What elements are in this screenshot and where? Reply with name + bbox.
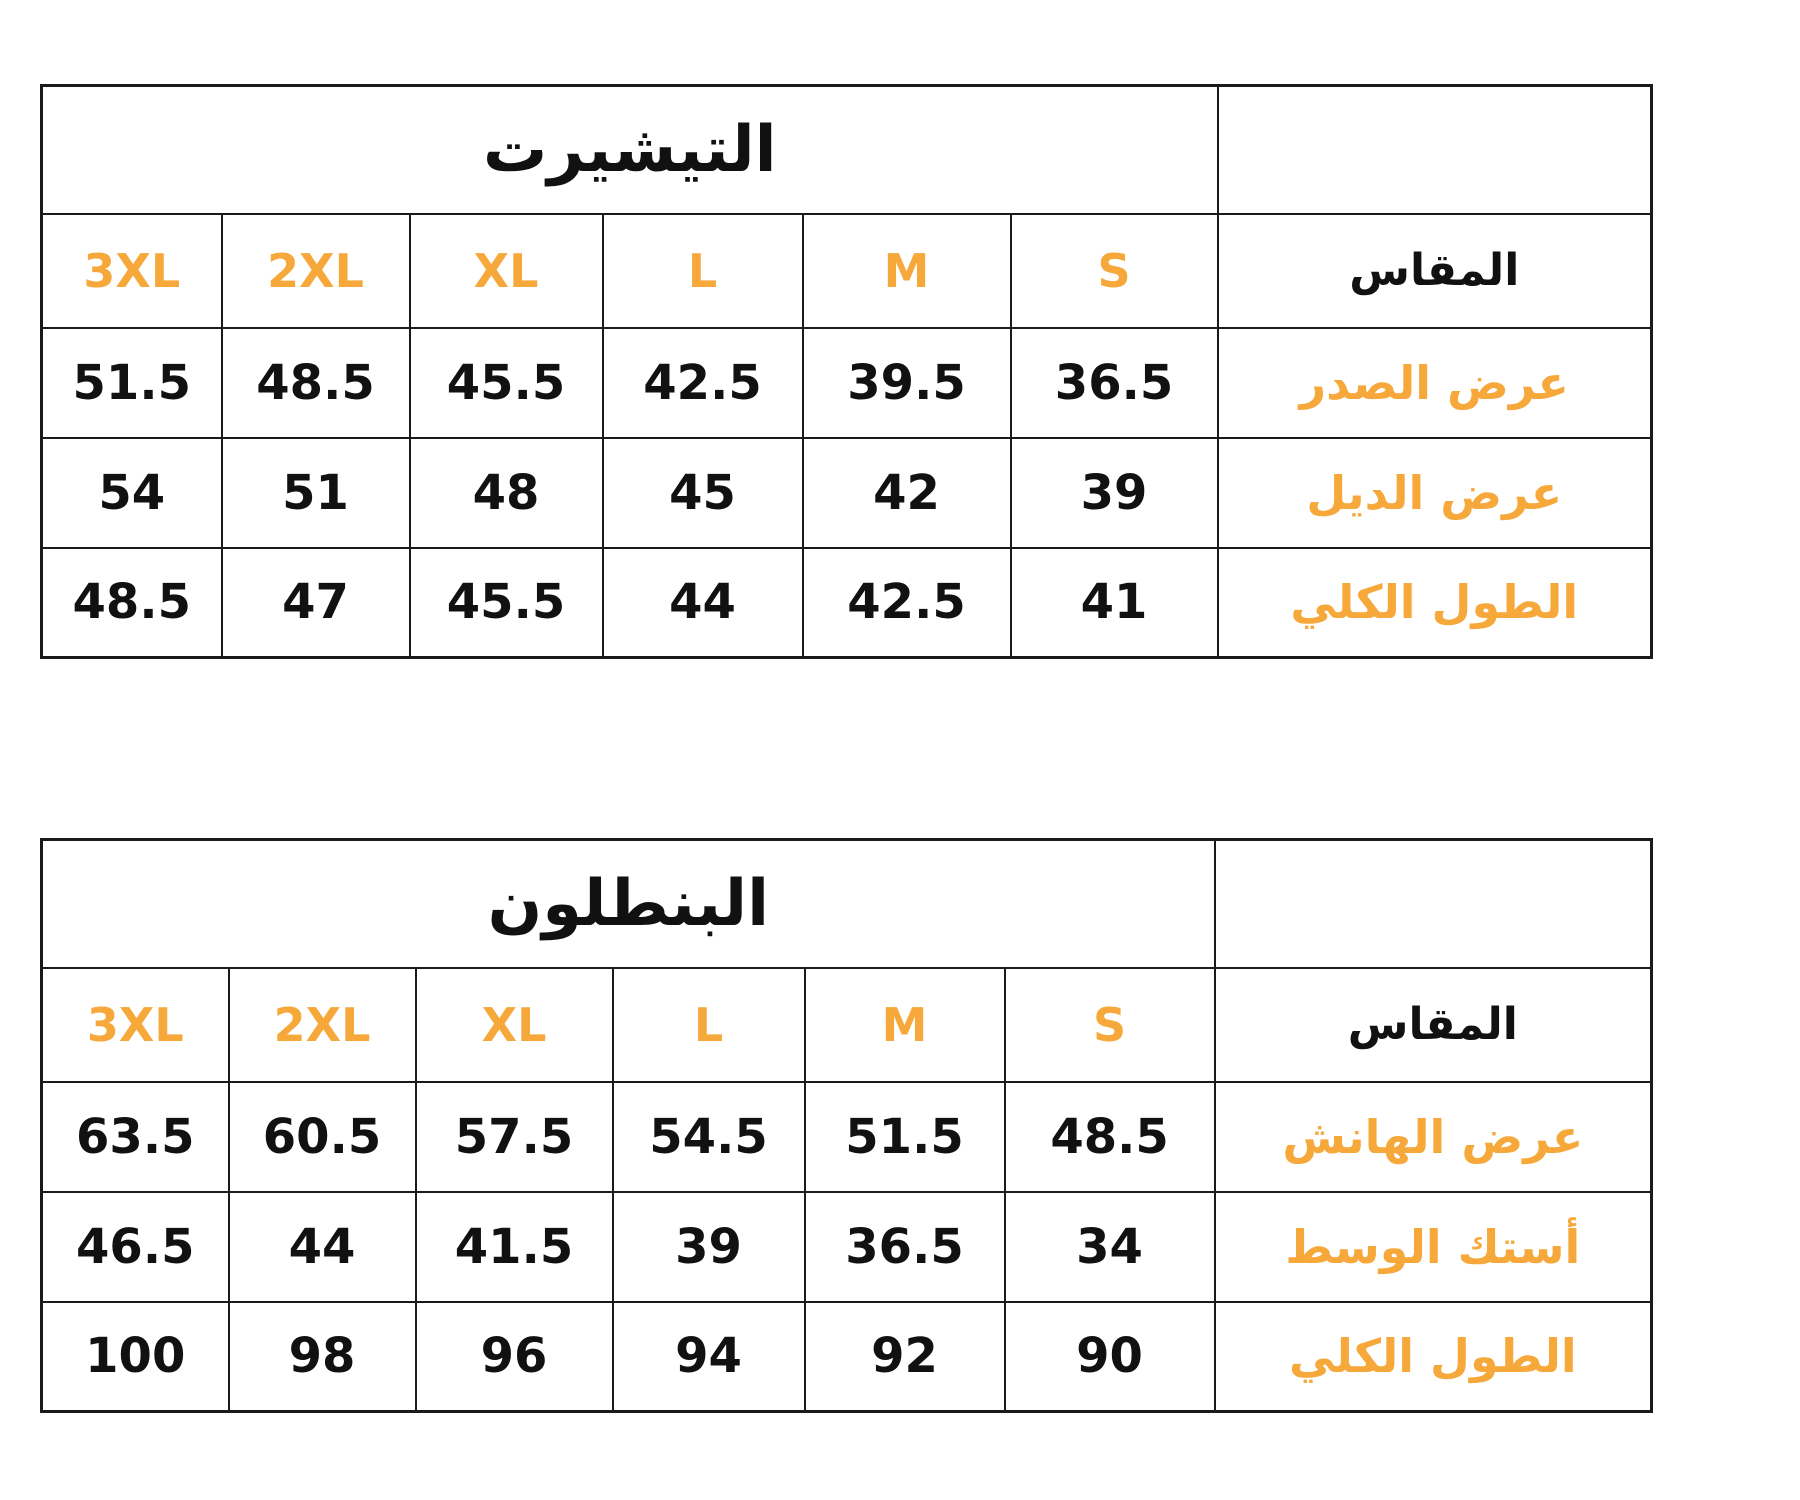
table-cell: 42 <box>803 438 1011 548</box>
pants-size-l: L <box>613 968 805 1082</box>
table-cell: 51.5 <box>42 328 222 438</box>
shirt-size-l: L <box>603 214 803 328</box>
shirt-size-3xl: 3XL <box>42 214 222 328</box>
table-cell: 48 <box>410 438 603 548</box>
table-cell: 54.5 <box>613 1082 805 1192</box>
table-cell: 48.5 <box>42 548 222 658</box>
shirt-size-2xl: 2XL <box>222 214 410 328</box>
pants-hip-width-row <box>42 1082 1652 1192</box>
shirt-size-table <box>40 84 1653 659</box>
shirt-size-header-row <box>42 214 1652 328</box>
pants-size-2xl: 2XL <box>229 968 416 1082</box>
shirt-size-m: M <box>803 214 1011 328</box>
shirt-title-row <box>42 86 1652 214</box>
pants-title-row <box>42 840 1652 968</box>
shirt-size-s: S <box>1011 214 1218 328</box>
table-cell: 39.5 <box>803 328 1011 438</box>
pants-size-xl: XL <box>416 968 613 1082</box>
row-label: عرض الصدر <box>1218 328 1652 438</box>
table-cell: 98 <box>229 1302 416 1412</box>
table-cell: 92 <box>805 1302 1005 1412</box>
row-label: عرض الديل <box>1218 438 1652 548</box>
table-cell: 41.5 <box>416 1192 613 1302</box>
pants-size-table <box>40 838 1653 1413</box>
row-label: الطول الكلي <box>1215 1302 1652 1412</box>
shirt-chest-width-row <box>42 328 1652 438</box>
table-cell: 39 <box>613 1192 805 1302</box>
table-cell: 45.5 <box>410 548 603 658</box>
table-cell: 51 <box>222 438 410 548</box>
row-label: الطول الكلي <box>1218 548 1652 658</box>
table-cell: 94 <box>613 1302 805 1412</box>
table-cell: 44 <box>229 1192 416 1302</box>
table-cell: 96 <box>416 1302 613 1412</box>
shirt-hem-width-row <box>42 438 1652 548</box>
shirt-blank-corner-cell <box>1218 86 1652 214</box>
table-cell: 46.5 <box>42 1192 229 1302</box>
shirt-title: التيشيرت <box>42 86 1218 214</box>
table-cell: 42.5 <box>603 328 803 438</box>
pants-size-header-label: المقاس <box>1215 968 1652 1082</box>
shirt-size-xl: XL <box>410 214 603 328</box>
table-cell: 34 <box>1005 1192 1215 1302</box>
table-cell: 90 <box>1005 1302 1215 1412</box>
table-cell: 36.5 <box>1011 328 1218 438</box>
table-cell: 54 <box>42 438 222 548</box>
table-cell: 51.5 <box>805 1082 1005 1192</box>
pants-size-header-row <box>42 968 1652 1082</box>
pants-size-3xl: 3XL <box>42 968 229 1082</box>
table-cell: 48.5 <box>1005 1082 1215 1192</box>
shirt-total-length-row <box>42 548 1652 658</box>
table-cell: 39 <box>1011 438 1218 548</box>
table-cell: 36.5 <box>805 1192 1005 1302</box>
row-label: عرض الهانش <box>1215 1082 1652 1192</box>
table-cell: 44 <box>603 548 803 658</box>
pants-total-length-row <box>42 1302 1652 1412</box>
table-cell: 45 <box>603 438 803 548</box>
row-label: أستك الوسط <box>1215 1192 1652 1302</box>
shirt-size-header-label: المقاس <box>1218 214 1652 328</box>
pants-size-m: M <box>805 968 1005 1082</box>
table-cell: 41 <box>1011 548 1218 658</box>
table-cell: 63.5 <box>42 1082 229 1192</box>
pants-waistband-row <box>42 1192 1652 1302</box>
table-cell: 42.5 <box>803 548 1011 658</box>
table-cell: 57.5 <box>416 1082 613 1192</box>
table-cell: 60.5 <box>229 1082 416 1192</box>
pants-title: البنطلون <box>42 840 1215 968</box>
table-cell: 47 <box>222 548 410 658</box>
pants-size-s: S <box>1005 968 1215 1082</box>
table-cell: 48.5 <box>222 328 410 438</box>
table-cell: 45.5 <box>410 328 603 438</box>
pants-blank-corner-cell <box>1215 840 1652 968</box>
table-cell: 100 <box>42 1302 229 1412</box>
